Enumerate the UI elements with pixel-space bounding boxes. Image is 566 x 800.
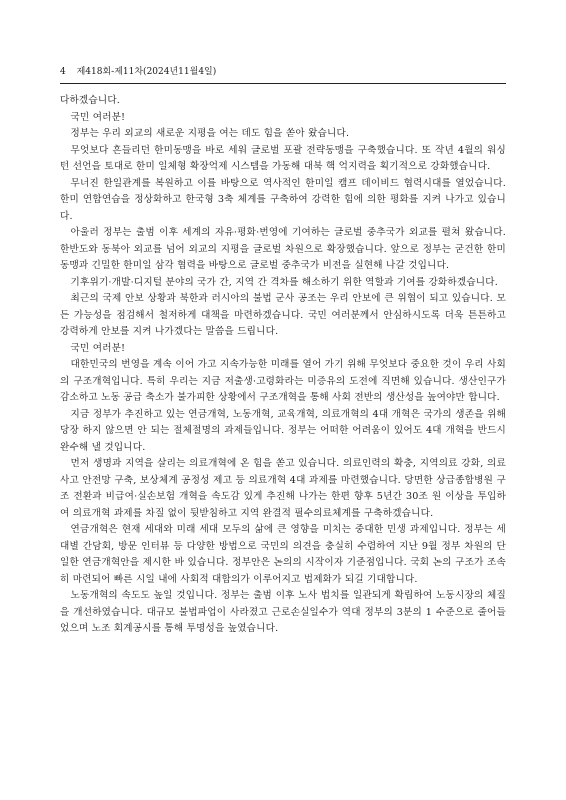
- paragraph: 노동개혁의 속도도 높일 것입니다. 정부는 출범 이후 노사 법치를 일관되게 확립하여 노동시장의 체질을 개선하였습니다. 대규모 불법파업이 사라졌고 근로손실일수가 역대 정부의 3분의 1 수준으로 줄어들었으며 노조 회계공시를 통해 투명성을 높였습니다.: [60, 590, 506, 634]
- paragraph: 다하겠습니다.: [60, 95, 121, 106]
- paragraph: 국민 여러분!: [70, 342, 126, 354]
- paragraph: 국민 여러분!: [70, 111, 126, 123]
- paragraph: 먼저 생명과 지역을 살리는 의료개혁에 온 힘을 쏟고 있습니다. 의료인력의 확충, 지역의료 강화, 의료사고 안전망 구축, 보상체계 공정성 제고 등 의료개혁 4대 과제를 마련했습니다. 당면한 상급종합병원 구조 전환과 비급여·실손보험 개혁을 속도감 있게 추진해 나가는 한편 향후 5년간 30조 원 이상을 투입하여 의료개혁 과제를 차질 없이 뒷받침하고 지역 완결적 필수의료체계를 구축하겠습니다.: [60, 458, 506, 519]
- paragraph: 최근의 국제 안보 상황과 북한과 러시아의 불법 군사 공조는 우리 안보에 큰 위협이 되고 있습니다. 모든 가능성을 점검해서 철저하게 대책을 마련하겠습니다. 국민 여러분께서 안심하시도록 더욱 튼튼하고 강력하게 안보를 지켜 나가겠다는 말씀을 드립니다.: [60, 293, 506, 337]
- page-number: 4: [60, 67, 66, 77]
- header-rule: [60, 83, 506, 84]
- speech-body: [60, 93, 506, 638]
- paragraph: 무너진 한일관계를 복원하고 이를 바탕으로 역사적인 한미일 캠프 데이비드 협력시대를 열었습니다. 한미 연합연습을 정상화하고 한국형 3축 체계를 구축하여 강력한 힘에 의한 평화를 지켜 나가고 있습니다.: [60, 177, 506, 222]
- paragraph: 기후위기·개발·디지털 분야의 국가 간, 지역 간 격차를 해소하기 위한 역할과 기여를 강화하겠습니다.: [70, 276, 498, 288]
- paragraph: 정부는 우리 외교의 새로운 지평을 여는 데도 힘을 쏟아 왔습니다.: [70, 128, 350, 139]
- session-info: 제418회-제11차(2024년11월4일): [76, 67, 217, 77]
- paragraph: 대한민국의 번영을 계속 이어 가고 지속가능한 미래를 열어 가기 위해 무엇보다 중요한 것이 우리 사회의 구조개혁입니다. 특히 우리는 지금 저출생·고령화라는 미증유의 도전에 직면해 있습니다. 생산인구가 감소하고 노동 공급 축소가 불가피한 상황에서 구조개혁을 통해 사회 전반의 생산성을 높여야만 합니다.: [60, 359, 506, 403]
- page-header: [60, 66, 506, 78]
- paragraph: 지금 정부가 추진하고 있는 연금개혁, 노동개혁, 교육개혁, 의료개혁의 4대 개혁은 국가의 생존을 위해 당장 하지 않으면 안 되는 절체절명의 과제들입니다. 정부는 어떠한 어려움이 있어도 4대 개혁을 반드시 완수해 낼 것입니다.: [60, 408, 506, 453]
- paragraph: 연금개혁은 현재 세대와 미래 세대 모두의 삶에 큰 영향을 미치는 중대한 민생 과제입니다. 정부는 세대별 간담회, 방문 인터뷰 등 다양한 방법으로 국민의 의견을 충실히 수렴하여 지난 9월 정부 차원의 단일한 연금개혁안을 제시한 바 있습니다. 정부안은 논의의 시작이자 기준점입니다. 국회 논의 구조가 조속히 마련되어 빠른 시일 내에 사회적 대합의가 이루어지고 법제화가 되길 기대합니다.: [60, 524, 506, 585]
- paragraph: 아울러 정부는 출범 이후 세계의 자유·평화·번영에 기여하는 글로벌 중추국가 외교를 펼쳐 왔습니다. 한반도와 동북아 외교를 넘어 외교의 지평을 글로벌 차원으로 확장했습니다. 앞으로 정부는 굳건한 한미동맹과 긴밀한 한미일 삼각 협력을 바탕으로 글로벌 중추국가 비전을 실현해 나갈 것입니다.: [60, 227, 506, 271]
- paragraph: 무엇보다 흔들리던 한미동맹을 바로 세워 글로벌 포괄 전략동맹을 구축했습니다. 또 작년 4월의 워싱턴 선언을 토대로 한미 일체형 확장억제 시스템을 가동해 대북 핵 억지력을 획기적으로 강화했습니다.: [60, 144, 506, 172]
